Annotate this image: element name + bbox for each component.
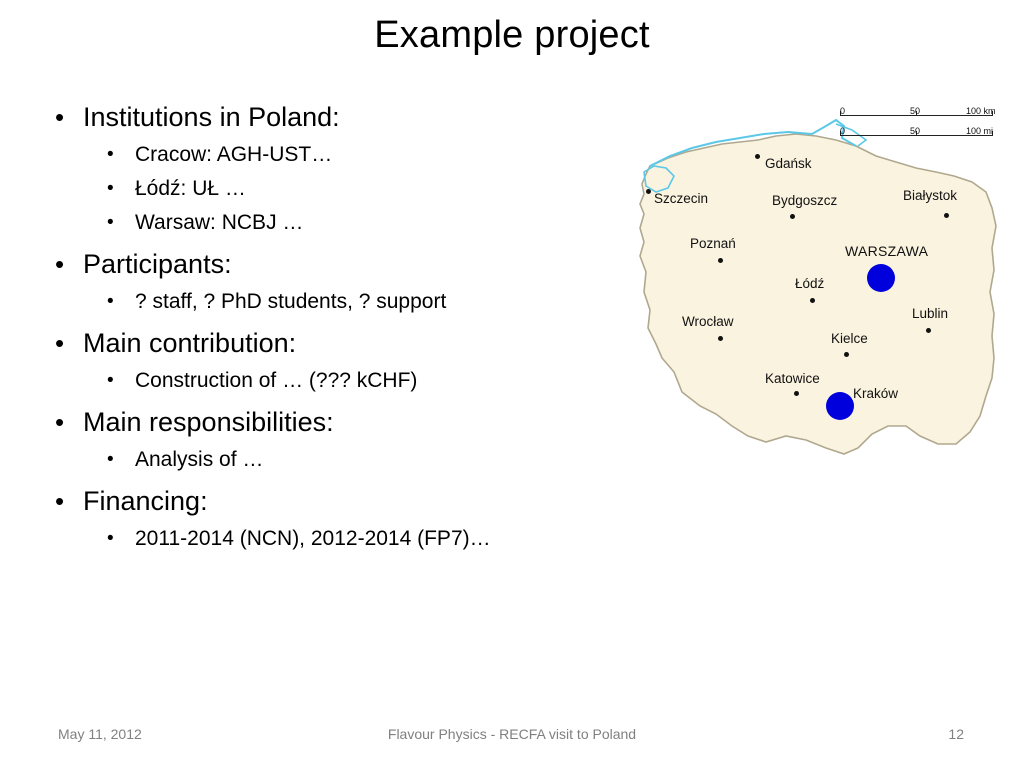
- list-item-label: Analysis of …: [135, 448, 264, 471]
- poland-map-svg: [620, 96, 1020, 496]
- bullet-icon: •: [55, 486, 65, 516]
- list-item-label: Warsaw: NCBJ …: [135, 211, 304, 234]
- city-label-warszawa: WARSZAWA: [845, 243, 929, 259]
- bullet-icon: •: [55, 328, 65, 358]
- city-dot-lodz: [810, 298, 815, 303]
- scalebar-km-end: 100 km: [966, 106, 996, 116]
- city-label-bydgoszcz: Bydgoszcz: [772, 193, 838, 208]
- scalebar-km-start: 0: [840, 106, 846, 116]
- city-dot-lublin: [926, 328, 931, 333]
- map-scalebar: [840, 106, 1000, 140]
- list-item: [107, 364, 655, 397]
- list-item: [107, 206, 655, 239]
- marker-warsaw: [867, 264, 895, 292]
- bullet-list: [55, 98, 655, 561]
- list-item: [107, 522, 655, 555]
- list-item: [107, 443, 655, 476]
- marker-krakow: [826, 392, 854, 420]
- city-dot-kielce: [844, 352, 849, 357]
- city-dot-katowice: [794, 391, 799, 396]
- slide-footer: [0, 726, 1024, 746]
- bullet-icon: •: [107, 144, 114, 165]
- bullet-icon: •: [107, 370, 114, 391]
- map-of-poland: [620, 96, 1020, 496]
- bullet-icon: •: [107, 291, 114, 312]
- city-label-gdansk: Gdańsk: [765, 156, 812, 171]
- bullet-icon: •: [107, 528, 114, 549]
- scalebar-mi-mid: 50: [910, 126, 921, 136]
- poland-landmass: [640, 134, 996, 454]
- bullet-icon: •: [55, 102, 65, 132]
- list-item: [55, 245, 655, 283]
- city-dot-gdansk: [755, 154, 760, 159]
- list-item-label: 2011-2014 (NCN), 2012-2014 (FP7)…: [135, 527, 491, 550]
- list-item-label: Łódź: UŁ …: [135, 177, 246, 200]
- scalebar-mi-end: 100 mi: [966, 126, 994, 136]
- bullet-icon: •: [107, 449, 114, 470]
- list-item-label: Financing:: [83, 486, 208, 516]
- list-item: [107, 285, 655, 318]
- footer-title: Flavour Physics - RECFA visit to Poland: [387, 726, 637, 742]
- city-label-wroclaw: Wrocław: [682, 314, 734, 329]
- list-item: [55, 482, 655, 520]
- list-item-label: Cracow: AGH-UST…: [135, 143, 333, 166]
- city-dot-bialystok: [944, 213, 949, 218]
- list-item-label: Main contribution:: [83, 328, 297, 358]
- city-dot-szczecin: [646, 189, 651, 194]
- scalebar-km-mid: 50: [910, 106, 921, 116]
- list-item-label: Main responsibilities:: [83, 407, 334, 437]
- city-label-krakow: Kraków: [853, 386, 899, 401]
- bullet-icon: •: [107, 212, 114, 233]
- city-label-kielce: Kielce: [831, 331, 868, 346]
- bullet-icon: •: [107, 178, 114, 199]
- list-item-label: Construction of … (??? kCHF): [135, 369, 418, 392]
- list-item: [107, 138, 655, 171]
- bullet-icon: •: [55, 407, 65, 437]
- list-item-label: ? staff, ? PhD students, ? support: [135, 290, 447, 313]
- city-dot-poznan: [718, 258, 723, 263]
- list-item: [55, 98, 655, 136]
- city-dot-wroclaw: [718, 336, 723, 341]
- city-label-katowice: Katowice: [765, 371, 820, 386]
- city-label-lodz: Łódź: [795, 276, 825, 291]
- city-label-poznan: Poznań: [690, 236, 736, 251]
- list-item-label: Participants:: [83, 249, 232, 279]
- scalebar-mi-start: 0: [840, 126, 846, 136]
- footer-date: May 11, 2012: [58, 726, 142, 742]
- footer-page-number: 12: [948, 726, 964, 742]
- bullet-icon: •: [55, 249, 65, 279]
- page-title: Example project: [374, 14, 650, 56]
- city-dot-bydgoszcz: [790, 214, 795, 219]
- list-item-label: Institutions in Poland:: [83, 102, 340, 132]
- list-item: [107, 172, 655, 205]
- city-label-szczecin: Szczecin: [654, 191, 709, 206]
- list-item: [55, 324, 655, 362]
- city-label-lublin: Lublin: [912, 306, 949, 321]
- city-label-bialystok: Białystok: [903, 188, 958, 203]
- list-item: [55, 403, 655, 441]
